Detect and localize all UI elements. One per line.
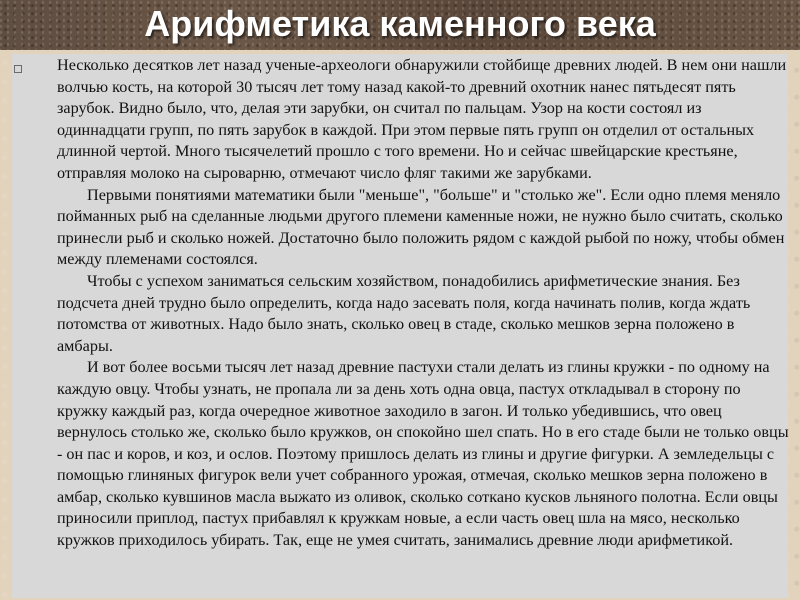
body-text	[57, 55, 792, 552]
square-bullet-icon	[14, 65, 22, 73]
paragraph-3: Чтобы с успехом заниматься сельским хозяйством, понадобились арифметические знания. Без подсчета дней трудно было определить, когда надо засевать поля, когда начинать полив, когда ждать потомства от животных. Надо было знать, сколько овец в стаде, сколько мешков зерна положено в амбары.	[57, 271, 751, 355]
paragraph-4: И вот более восьми тысяч лет назад древние пастухи стали делать из глины кружки - по одному на каждую овцу. Чтобы узнать, не пропала ли за день хоть одна овца, пастух откладывал в сторону по кружку каждый раз, когда очередное животное заходило в загон. И только убедившись, что овец вернулось столько же, сколько было кружков, он спокойно шел спать. Но в его стаде были не только овцы - он пас и коров, и коз, и ослов. Поэтому пришлось делать из глины и другие фигурки. А земледельцы с помощью глиняных фигурок вели учет собранного урожая, отмечая, сколько мешков зерна положено в амбар, сколько кувшинов масла выжато из оливок, сколько соткано кусков льняного полотна. Если овцы приносили приплод, пастух прибавлял к кружкам новые, а если часть овец шла на мясо, несколько кружков приходилось убирать. Так, еще не умея считать, занимались древние люди арифметикой.	[57, 358, 789, 550]
paragraph-1: Несколько десятков лет назад ученые-археологи обнаружили стойбище древних людей. В нем они нашли волчью кость, на которой 30 тысяч лет тому назад какой-то древний охотник нанес пятьдесят пять зарубок. Видно было, что, делая эти зарубки, он считал по пальцам. Узор на кости состоял из одиннадцати групп, по пять зарубок в каждой. При этом первые пять групп он отделил от остальных длинной чертой. Много тысячелетий прошло с того времени. Но и сейчас швейцарские крестьяне, отправляя молоко на сыроварню, отмечают число фляг такими же зарубками.	[57, 56, 787, 182]
paragraph-2: Первыми понятиями математики были "меньше", "больше" и "столько же". Если одно племя меняло пойманных рыб на сделанные людьми другого племени каменные ножи, не нужно было считать, сколько принесли рыб и сколько ножей. Достаточно было положить рядом с каждой рыбой по ножу, чтобы обмен между племенами состоялся.	[57, 185, 785, 269]
title-bar	[0, 0, 800, 50]
slide-title: Арифметика каменного века	[144, 3, 656, 44]
